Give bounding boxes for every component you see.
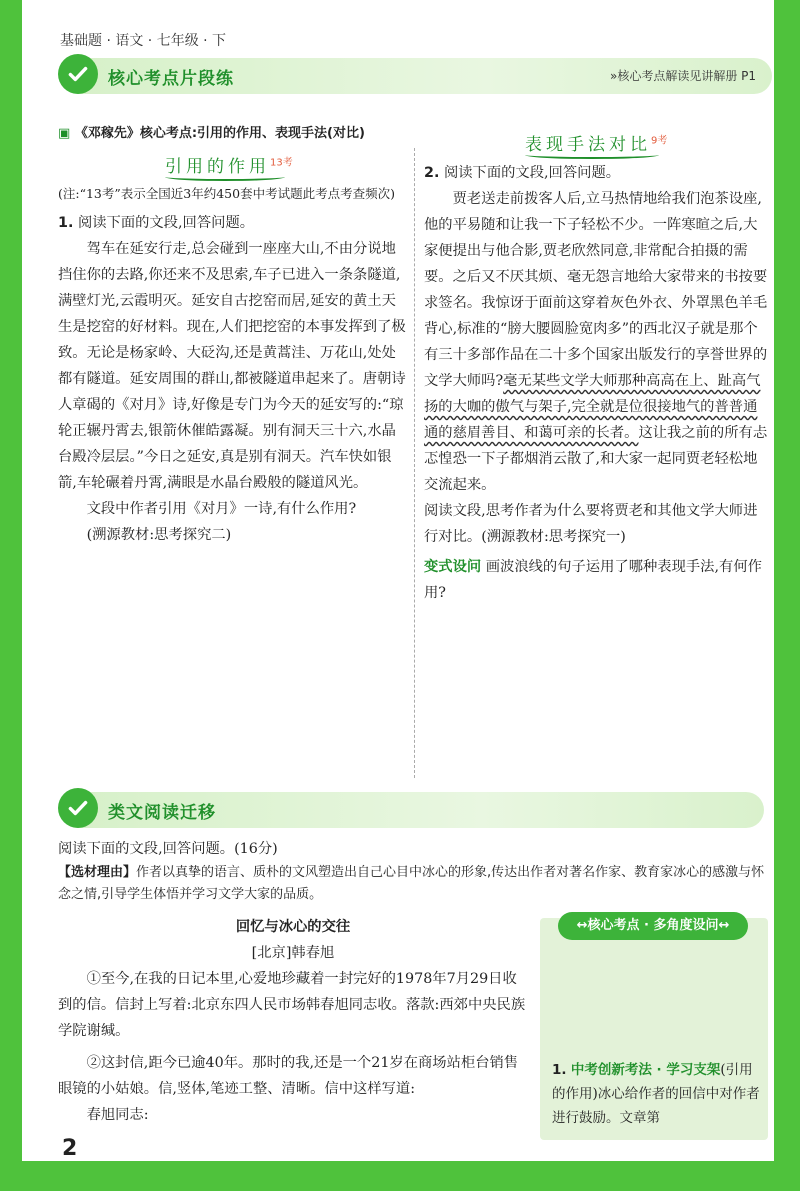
- book-icon: ▣: [58, 126, 71, 141]
- sidebox-pill: ↔核心考点 · 多角度设问↔: [558, 912, 748, 940]
- wavy-sentence: 毫无某些文学大师那种高高在上、趾高气扬的大咖的傲气与架子,完全就是位很接地气的普普通通的慈眉善目、和蔼可亲的长者。: [424, 373, 761, 441]
- article-paragraph-2: ②这封信,距今已逾40年。那时的我,还是一个21岁在商场站柜台销售眼镜的小姑娘。信,竖体,笔迹工整、清晰。信中这样写道:: [58, 1055, 519, 1097]
- selection-reason: 【选材理由】作者以真挚的语言、质朴的文风塑造出自己心目中冰心的形象,传达出作者对著名作家、教育家冰心的感激与怀念之情,引导学生体悟并学习文学大家的品质。: [58, 865, 765, 902]
- checkmark-icon: [58, 788, 98, 828]
- reading-intro: [58, 836, 770, 906]
- question-2-question: 阅读文段,思考作者为什么要将贾老和其他文学大师进行对比。(溯源教材:思考探究一): [424, 503, 758, 545]
- article-paragraph-1: ①至今,在我的日记本里,心爱地珍藏着一封完好的1978年7月29日收到的信。信封上写着:北京东四人民市场韩春旭同志收。落款:西郊中央民族学院谢缄。: [58, 971, 526, 1039]
- question-1-question: 文段中作者引用《对月》一诗,有什么作用?: [86, 501, 357, 517]
- left-column: [58, 184, 408, 548]
- subhead-quote-function: 引用的作用$^{13考}$: [165, 152, 293, 177]
- selection-reason-label: 【选材理由】: [58, 865, 137, 880]
- article-paragraph-3: 春旭同志:: [86, 1107, 149, 1123]
- variant-question: 变式设问 画波浪线的句子运用了哪种表现手法,有何作用?: [424, 559, 762, 601]
- question-2-passage: 贾老送走前拨客人后,立马热情地给我们泡茶设座,他的平易随和让我一下子轻松不少。一阵寒暄之后,大家便提出与他合影,贾老欣然同意,非常配合拍摄的需要。之后又不厌其烦、毫无怨言地给大家带来的书按要求签名。我惊讶于面前这穿着灰色外衣、外罩黑色羊毛背心,标准的“膀大腰圆脸宽肉多”的西北汉子就是那个有三十多部作品在二十多个国家出版发行的享誉世界的文学大师吗?毫无某些文学大师那种高高在上、趾高气扬的大咖的傲气与架子,完全就是位很接地气的普普通通的慈眉善目、和蔼可亲的长者。这让我之前的所有忐忑惶恐一下子都烟消云散了,和大家一起同贾老轻松地交流起来。: [424, 191, 768, 493]
- subhead-contrast: 表现手法对比$^{9考}$: [525, 130, 667, 155]
- question-1-source: (溯源教材:思考探究二): [86, 527, 232, 543]
- reading-instruction: 阅读下面的文段,回答问题。(16分): [58, 841, 278, 857]
- article-title: 回忆与冰心的交往: [235, 919, 351, 935]
- question-2-intro: 2. 阅读下面的文段,回答问题。: [424, 165, 621, 181]
- question-1-passage: 驾车在延安行走,总会碰到一座座大山,不由分说地挡住你的去路,你还来不及思索,车子已进入一条条隧道,满壁灯光,云霞明灭。延安自古挖窑而居,延安的黄土天生是挖窑的好材料。现在,人们把挖窑的本事发挥到了极致。无论是杨家岭、大砭沟,还是黄蒿洼、万花山,处处都有隧道。延安周围的群山,都被隧道串起来了。唐朝诗人章碣的《对月》诗,好像是专门为今天的延安写的:“琼轮正辗丹霄去,银箭休催皓露凝。别有洞天三十六,水晶台殿冷层层。”今日之延安,真是别有洞天。汽车快如银箭,车轮碾着丹霄,满眼是水晶台殿般的隧道风光。: [58, 241, 406, 491]
- core-point-line: ▣ 《邓稼先》核心考点:引用的作用、表现手法(对比): [58, 126, 365, 141]
- checkmark-icon: [58, 54, 98, 94]
- breadcrumb: 基础题 · 语文 · 七年级 · 下: [60, 33, 227, 49]
- article-author: [北京]韩春旭: [251, 945, 335, 961]
- question-1-intro: 1. 阅读下面的文段,回答问题。: [58, 215, 255, 231]
- article: [58, 914, 528, 1128]
- core-points-sidebox: [540, 918, 768, 1140]
- banner-title: 类文阅读迁移: [108, 803, 216, 823]
- section-banner-reading: [60, 792, 764, 828]
- column-divider: [414, 148, 415, 778]
- frequency-note: (注:“13考”表示全国近3年约450套中考试题此考点考查频次): [58, 186, 395, 201]
- variant-label: 变式设问: [424, 559, 482, 575]
- section-banner-core: [60, 58, 772, 94]
- banner-note: »核心考点解读见讲解册 P1: [609, 69, 756, 83]
- sidebox-question: 1. 中考创新考法 · 学习支架(引用的作用)冰心给作者的回信中对作者进行鼓励。文章第: [552, 1062, 760, 1126]
- banner-title: 核心考点片段练: [108, 69, 234, 89]
- right-column: [424, 160, 768, 606]
- page-number: 2: [62, 1136, 78, 1161]
